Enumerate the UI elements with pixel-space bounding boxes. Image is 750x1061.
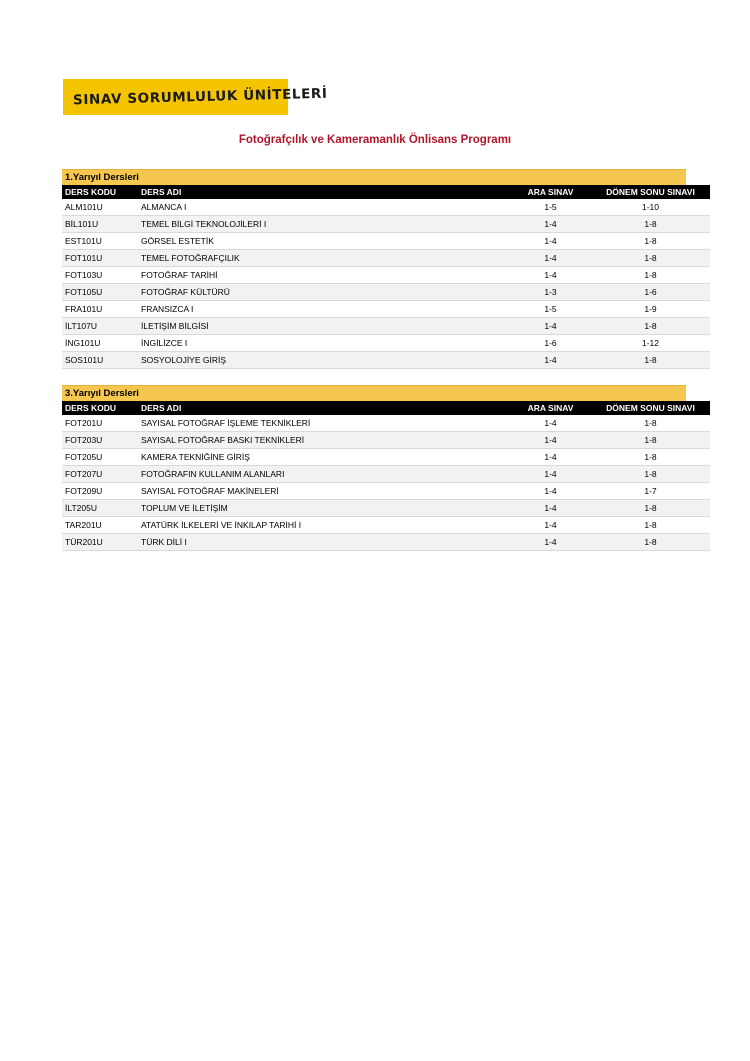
course-name: KAMERA TEKNİĞİNE GİRİŞ (138, 449, 510, 466)
course-name: ALMANCA I (138, 199, 510, 216)
course-code: BİL101U (62, 216, 138, 233)
semester-3-section (62, 385, 695, 551)
course-name: SAYISAL FOTOĞRAF İŞLEME TEKNİKLERİ (138, 415, 510, 432)
midterm-units: 1-6 (510, 335, 591, 352)
course-name: SAYISAL FOTOĞRAF BASKI TEKNİKLERİ (138, 432, 510, 449)
midterm-units: 1-4 (510, 534, 591, 551)
final-units: 1-9 (591, 301, 710, 318)
course-code: FOT101U (62, 250, 138, 267)
table-row (62, 284, 710, 301)
section-title: 3.Yarıyıl Dersleri (62, 385, 686, 401)
course-code: FRA101U (62, 301, 138, 318)
final-units: 1-8 (591, 250, 710, 267)
col-header-code: DERS KODU (62, 185, 138, 199)
table-row (62, 432, 710, 449)
course-name: TÜRK DİLİ I (138, 534, 510, 551)
final-units: 1-12 (591, 335, 710, 352)
final-units: 1-8 (591, 415, 710, 432)
col-header-ara: ARA SINAV (510, 185, 591, 199)
course-name: GÖRSEL ESTETİK (138, 233, 510, 250)
col-header-donem: DÖNEM SONU SINAVI (591, 401, 710, 415)
midterm-units: 1-5 (510, 301, 591, 318)
col-header-donem: DÖNEM SONU SINAVI (591, 185, 710, 199)
midterm-units: 1-4 (510, 233, 591, 250)
banner-title: SINAV SORUMLULUK ÜNİTELERİ (72, 85, 328, 109)
table-row (62, 199, 710, 216)
col-header-name: DERS ADI (138, 401, 510, 415)
course-code: TAR201U (62, 517, 138, 534)
midterm-units: 1-5 (510, 199, 591, 216)
table-row (62, 449, 710, 466)
header-banner (63, 79, 328, 115)
table-row (62, 301, 710, 318)
final-units: 1-8 (591, 432, 710, 449)
midterm-units: 1-4 (510, 432, 591, 449)
course-code: FOT207U (62, 466, 138, 483)
course-name: TEMEL FOTOĞRAFÇILIK (138, 250, 510, 267)
course-code: İLT205U (62, 500, 138, 517)
midterm-units: 1-4 (510, 318, 591, 335)
table-row (62, 250, 710, 267)
courses-table (62, 185, 710, 369)
final-units: 1-8 (591, 267, 710, 284)
midterm-units: 1-4 (510, 267, 591, 284)
program-title: Fotoğrafçılık ve Kameramanlık Önlisans Programı (238, 134, 512, 146)
col-header-ara: ARA SINAV (510, 401, 591, 415)
final-units: 1-8 (591, 216, 710, 233)
semester-1-section (62, 169, 695, 369)
midterm-units: 1-4 (510, 216, 591, 233)
final-units: 1-7 (591, 483, 710, 500)
midterm-units: 1-4 (510, 352, 591, 369)
course-name: TOPLUM VE İLETİŞİM (138, 500, 510, 517)
course-name: TEMEL BİLGİ TEKNOLOJİLERİ I (138, 216, 510, 233)
course-code: FOT205U (62, 449, 138, 466)
table-row (62, 534, 710, 551)
section-title: 1.Yarıyıl Dersleri (62, 169, 686, 185)
midterm-units: 1-3 (510, 284, 591, 301)
table-row (62, 267, 710, 284)
course-code: ALM101U (62, 199, 138, 216)
final-units: 1-8 (591, 500, 710, 517)
course-code: FOT203U (62, 432, 138, 449)
col-header-name: DERS ADI (138, 185, 510, 199)
table-row (62, 500, 710, 517)
course-code: FOT103U (62, 267, 138, 284)
midterm-units: 1-4 (510, 483, 591, 500)
course-code: İLT107U (62, 318, 138, 335)
course-code: FOT209U (62, 483, 138, 500)
course-code: SOS101U (62, 352, 138, 369)
table-header-row (62, 185, 710, 199)
course-name: FOTOĞRAFIN KULLANIM ALANLARI (138, 466, 510, 483)
table-row (62, 466, 710, 483)
course-name: İNGİLİZCE I (138, 335, 510, 352)
table-row (62, 318, 710, 335)
midterm-units: 1-4 (510, 517, 591, 534)
final-units: 1-8 (591, 318, 710, 335)
midterm-units: 1-4 (510, 415, 591, 432)
course-name: SOSYOLOJİYE GİRİŞ (138, 352, 510, 369)
table-row (62, 233, 710, 250)
course-name: FRANSIZCA I (138, 301, 510, 318)
course-name: FOTOĞRAF KÜLTÜRÜ (138, 284, 510, 301)
course-code: İNG101U (62, 335, 138, 352)
table-row (62, 216, 710, 233)
midterm-units: 1-4 (510, 449, 591, 466)
final-units: 1-8 (591, 352, 710, 369)
final-units: 1-8 (591, 466, 710, 483)
course-code: EST101U (62, 233, 138, 250)
table-row (62, 352, 710, 369)
table-row (62, 517, 710, 534)
final-units: 1-8 (591, 517, 710, 534)
course-code: FOT201U (62, 415, 138, 432)
course-code: TÜR201U (62, 534, 138, 551)
final-units: 1-10 (591, 199, 710, 216)
final-units: 1-8 (591, 449, 710, 466)
table-header-row (62, 401, 710, 415)
midterm-units: 1-4 (510, 466, 591, 483)
final-units: 1-8 (591, 233, 710, 250)
col-header-code: DERS KODU (62, 401, 138, 415)
table-row (62, 335, 710, 352)
course-code: FOT105U (62, 284, 138, 301)
course-name: İLETİŞİM BİLGİSİ (138, 318, 510, 335)
courses-table (62, 401, 710, 551)
course-name: FOTOĞRAF TARİHİ (138, 267, 510, 284)
table-row (62, 415, 710, 432)
course-name: SAYISAL FOTOĞRAF MAKİNELERİ (138, 483, 510, 500)
final-units: 1-6 (591, 284, 710, 301)
course-name: ATATÜRK İLKELERİ VE İNKILAP TARİHİ I (138, 517, 510, 534)
midterm-units: 1-4 (510, 250, 591, 267)
midterm-units: 1-4 (510, 500, 591, 517)
table-row (62, 483, 710, 500)
final-units: 1-8 (591, 534, 710, 551)
